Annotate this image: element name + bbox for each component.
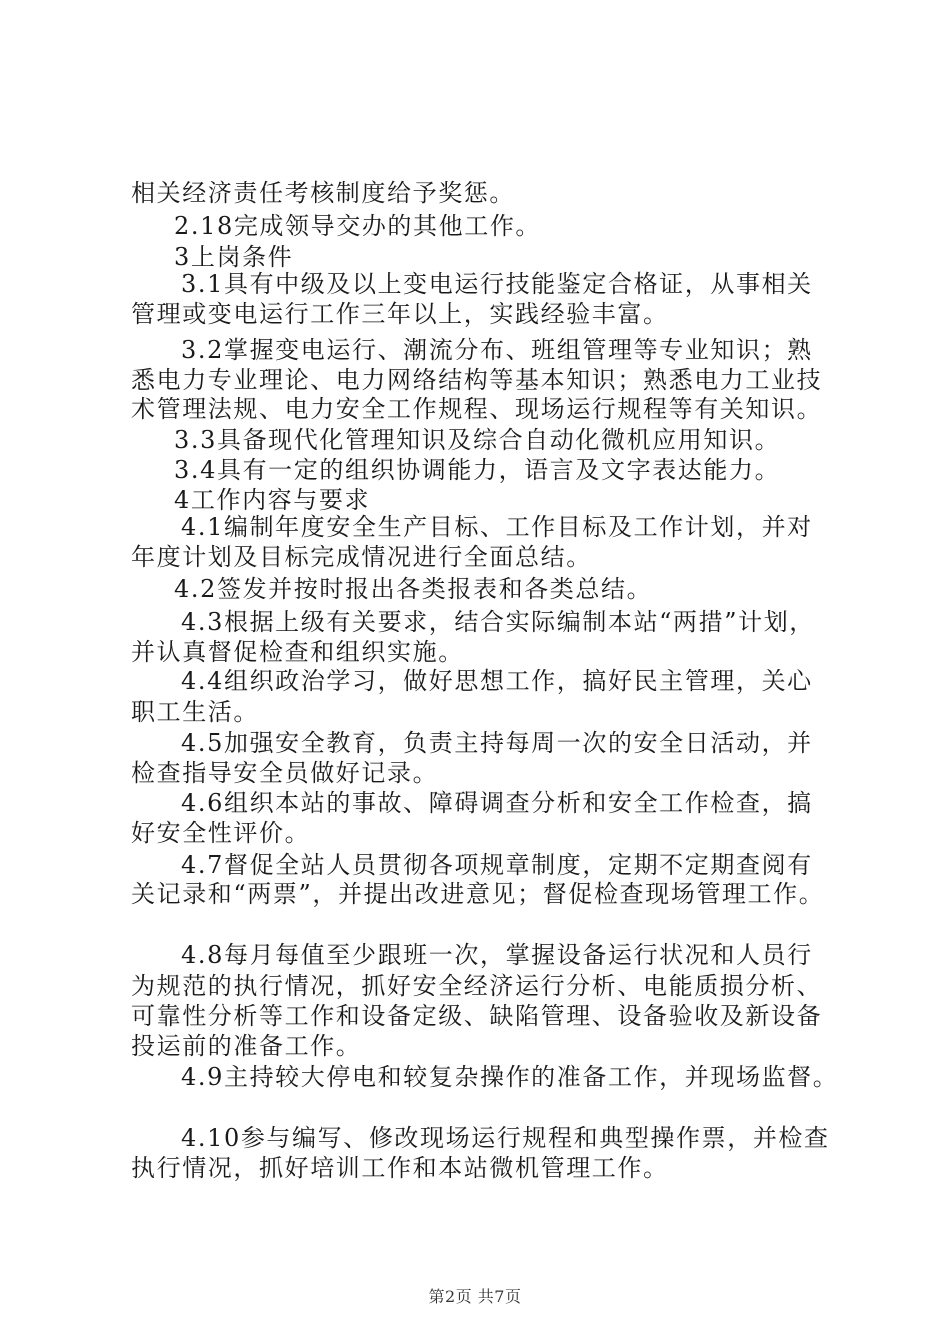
text-line: 检查指导安全员做好记录。	[131, 759, 439, 787]
text-line: 4.9主持较大停电和较复杂操作的准备工作，并现场监督。	[181, 1063, 839, 1091]
text-line: 年度计划及目标完成情况进行全面总结。	[131, 543, 592, 571]
text-line: 术管理法规、电力安全工作规程、现场运行规程等有关知识。	[131, 395, 823, 423]
text-line: 4.10参与编写、修改现场运行规程和典型操作票，并检查	[181, 1124, 830, 1152]
text-line: 4.5加强安全教育，负责主持每周一次的安全日活动，并	[181, 729, 813, 757]
text-line: 执行情况，抓好培训工作和本站微机管理工作。	[131, 1154, 669, 1182]
text-line: 管理或变电运行工作三年以上，实践经验丰富。	[131, 300, 669, 328]
text-line: 4.2签发并按时报出各类报表和各类总结。	[174, 575, 653, 603]
text-line: 好安全性评价。	[131, 819, 311, 847]
text-line: 关记录和“两票”，并提出改进意见；督促检查现场管理工作。	[131, 880, 825, 908]
text-line: 4.8每月每值至少跟班一次，掌握设备运行状况和人员行	[181, 941, 813, 969]
text-line: 并认真督促检查和组织实施。	[131, 638, 464, 666]
text-line: 投运前的准备工作。	[131, 1032, 362, 1060]
text-line: 为规范的执行情况，抓好安全经济运行分析、电能质损分析、	[131, 972, 823, 1000]
text-line: 悉电力专业理论、电力网络结构等基本知识；熟悉电力工业技	[131, 366, 823, 394]
text-line: 4.4组织政治学习，做好思想工作，搞好民主管理，关心	[181, 667, 813, 695]
text-line: 3.2掌握变电运行、潮流分布、班组管理等专业知识；熟	[181, 336, 813, 364]
section-heading: 4工作内容与要求	[174, 486, 371, 514]
section-heading: 3上岗条件	[174, 243, 294, 271]
text-line: 4.1编制年度安全生产目标、工作目标及工作计划，并对	[181, 513, 813, 541]
text-line: 3.4具有一定的组织协调能力，语言及文字表达能力。	[174, 456, 781, 484]
text-line: 3.3具备现代化管理知识及综合自动化微机应用知识。	[174, 426, 781, 454]
text-line: 相关经济责任考核制度给予奖惩。	[131, 179, 515, 207]
text-line: 4.6组织本站的事故、障碍调查分析和安全工作检查，搞	[181, 789, 813, 817]
text-line: 可靠性分析等工作和设备定级、缺陷管理、设备验收及新设备	[131, 1002, 823, 1030]
text-line: 职工生活。	[131, 698, 259, 726]
text-line: 3.1具有中级及以上变电运行技能鉴定合格证，从事相关	[181, 270, 813, 298]
text-line: 2.18完成领导交办的其他工作。	[174, 212, 542, 240]
page-footer: 第2页 共7页	[428, 1287, 522, 1306]
text-line: 4.3根据上级有关要求，结合实际编制本站“两措”计划，	[181, 608, 815, 636]
text-line: 4.7督促全站人员贯彻各项规章制度，定期不定期查阅有	[181, 851, 813, 879]
